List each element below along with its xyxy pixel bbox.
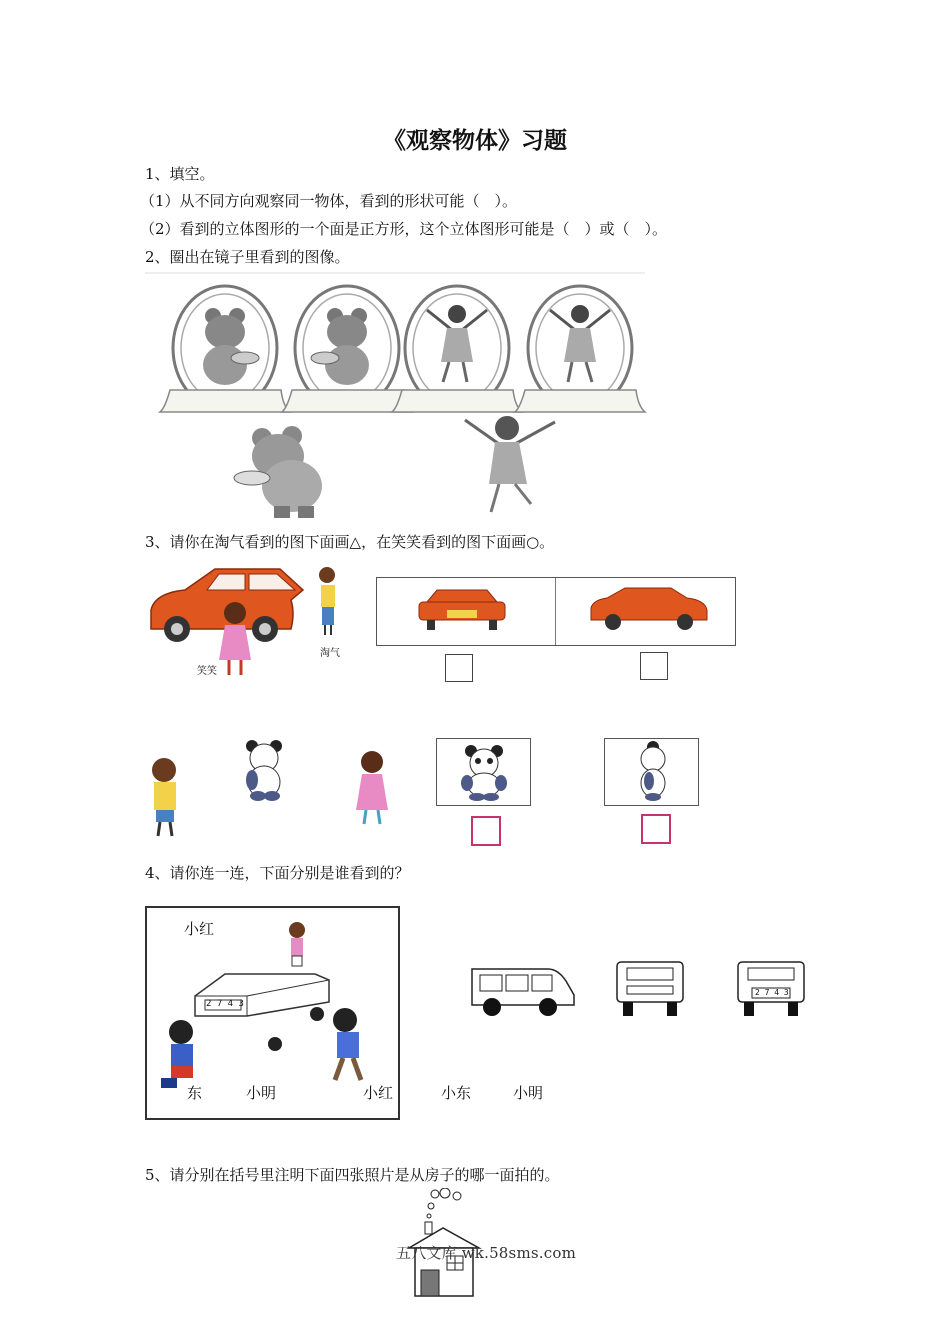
car-views-panel bbox=[376, 577, 736, 646]
panda-side-view bbox=[605, 739, 698, 805]
answer-box-1[interactable] bbox=[445, 654, 473, 682]
van-front-view bbox=[613, 960, 687, 1020]
mirror-girl-2 bbox=[515, 286, 645, 412]
mirror-figure bbox=[145, 272, 647, 522]
van-plate-back: 2 7 4 3 bbox=[755, 988, 789, 997]
label-xiaoxiao: 笑笑 bbox=[197, 666, 217, 677]
van-scene-frame bbox=[145, 906, 400, 1120]
mirror-girl-1 bbox=[392, 286, 522, 412]
q4-heading: 4、请你连一连，下面分别是谁看到的？ bbox=[145, 864, 410, 882]
boy-figure bbox=[152, 758, 176, 836]
girl-figure bbox=[356, 751, 388, 824]
label-xiaohong-bottom: 小红 bbox=[363, 1084, 394, 1102]
label-dong-partial: 东 bbox=[187, 1084, 203, 1102]
panda-figure bbox=[246, 740, 282, 801]
mirror-bear-2 bbox=[282, 286, 412, 412]
van-side-view bbox=[470, 963, 576, 1019]
car-side-view bbox=[587, 586, 711, 636]
label-xiaoming-left: 小明 bbox=[246, 1084, 277, 1102]
car-front-view bbox=[417, 588, 507, 638]
q3-heading: 3、请你在淘气看到的图下面画△，在笑笑看到的图下面画○。 bbox=[145, 533, 555, 551]
label-xiaodong-bottom: 小东 bbox=[441, 1084, 472, 1102]
q5-heading: 5、请分别在括号里注明下面四张照片是从房子的哪一面拍的。 bbox=[145, 1166, 560, 1184]
q1-item-1: （1）从不同方向观察同一物体，看到的形状可能（ ）。 bbox=[140, 192, 518, 210]
answer-box-2[interactable] bbox=[640, 652, 668, 680]
car-scene bbox=[145, 565, 355, 683]
van-plate-scene: 2 7 4 3 bbox=[206, 999, 244, 1009]
mirror-bear-1 bbox=[160, 286, 290, 412]
panda-front-view bbox=[437, 739, 530, 805]
label-xiaohong-top: 小红 bbox=[184, 920, 215, 938]
q1-heading: 1、填空。 bbox=[145, 165, 215, 183]
panda-side-photo bbox=[604, 738, 699, 806]
label-taoqi: 淘气 bbox=[320, 648, 340, 659]
panda-front-photo bbox=[436, 738, 531, 806]
bear-back-view bbox=[234, 426, 322, 518]
q1-item-2: （2）看到的立体图形的一个面是正方形，这个立体图形可能是（ ）或（ ）。 bbox=[140, 220, 668, 238]
van-scene bbox=[147, 916, 398, 1096]
q2-heading: 2、圈出在镜子里看到的图像。 bbox=[145, 248, 350, 266]
girl-back-view bbox=[465, 416, 555, 512]
page-title: 《观察物体》习题 bbox=[383, 127, 567, 154]
label-xiaoming-bottom: 小明 bbox=[513, 1084, 544, 1102]
answer-box-3[interactable] bbox=[471, 816, 501, 846]
watermark: 五八文库 wk.58sms.com bbox=[396, 1244, 576, 1262]
answer-box-4[interactable] bbox=[641, 814, 671, 844]
panda-scene bbox=[140, 740, 400, 840]
